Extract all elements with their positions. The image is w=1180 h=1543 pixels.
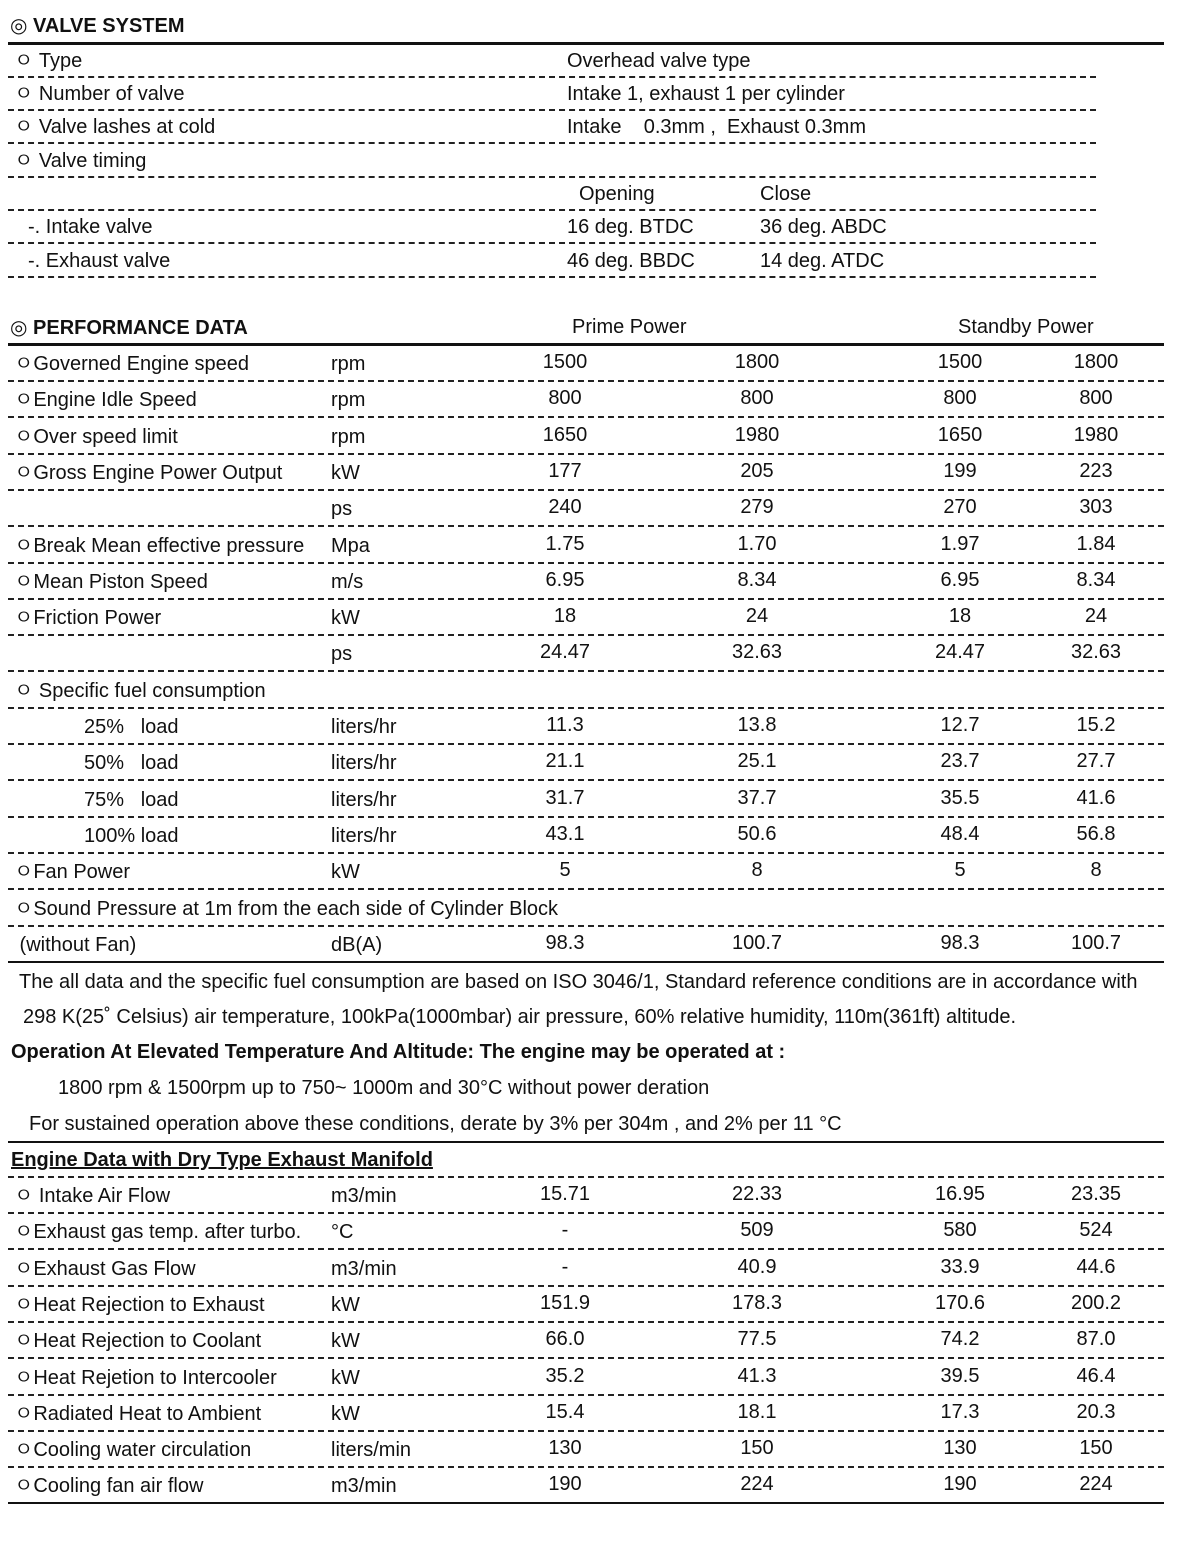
row-label: ㅇCooling fan air flow (14, 1475, 204, 1498)
row-value: 509 (740, 1219, 774, 1242)
row-divider (8, 925, 1164, 927)
row-label: ㅇExhaust gas temp. after turbo. (14, 1221, 302, 1244)
timing-close-value: 36 deg. ABDC (760, 216, 887, 238)
row-value: 1.84 (1076, 532, 1116, 555)
row-value: 12.7 (940, 714, 980, 736)
row-unit: m3/min (331, 1475, 397, 1498)
row-value: 98.3 (545, 931, 585, 954)
row-value: 43.1 (545, 822, 585, 845)
row-value: 77.5 (737, 1328, 777, 1351)
row-label: ㅇFan Power (14, 861, 131, 884)
row-value: 199 (943, 459, 977, 482)
row-divider (8, 888, 1164, 890)
row-value: 279 (740, 496, 774, 519)
row-unit: kW (331, 607, 360, 630)
row-unit: kW (331, 1330, 360, 1353)
row-label: ㅇ Intake Air Flow (14, 1185, 171, 1207)
row-value: 44.6 (1076, 1255, 1116, 1278)
elevated-line-1: 1800 rpm & 1500rpm up to 750~ 1000m and 30°C without power deration (58, 1077, 710, 1099)
row-divider (8, 176, 1096, 178)
row-value: 41.6 (1076, 786, 1116, 809)
row-unit: kW (331, 1402, 360, 1425)
row-value: 1980 (1073, 423, 1119, 446)
row-value: 18.1 (737, 1400, 777, 1423)
row-value: 224 (740, 1473, 774, 1496)
notes-line-1: The all data and the specific fuel consumption are based on ISO 3046/1, Standard reference conditions are in accordance with (19, 971, 1138, 993)
row-unit: liters/min (331, 1439, 412, 1462)
valve-row-value: Intake 0.3mm , Exhaust 0.3mm (567, 116, 867, 138)
row-value: 1.97 (940, 532, 980, 555)
row-value: 56.8 (1076, 822, 1116, 845)
row-divider (8, 109, 1096, 111)
elevated-line-2: For sustained operation above these conditions, derate by 3% per 304m , and 2% per 11 °C (29, 1113, 842, 1135)
row-value: 800 (740, 387, 774, 410)
notes-line-2: 298 K(25˚ Celsius) air temperature, 100kPa(1000mbar) air pressure, 60% relative humidity, 110m(361ft) altitude. (23, 1006, 1017, 1028)
valve-row-value: Intake 1, exhaust 1 per cylinder (567, 83, 845, 105)
standby-power-header: Standby Power (958, 316, 1094, 338)
row-divider (8, 816, 1164, 818)
exhaust-top-rule (8, 1141, 1164, 1143)
row-value: 130 (943, 1437, 977, 1460)
row-value: 224 (1079, 1473, 1113, 1496)
row-value: 24 (745, 605, 769, 628)
row-value: 170.6 (934, 1291, 986, 1314)
row-unit: kW (331, 461, 360, 484)
timing-close-header: Close (760, 183, 812, 205)
row-label: ㅇHeat Rejection to Coolant (14, 1330, 262, 1353)
row-label: ㅇSound Pressure at 1m from the each side of Cylinder Block (14, 897, 559, 920)
row-value: 177 (548, 459, 582, 482)
valve-row-label: ㅇ Number of valve (14, 83, 185, 105)
row-value: 223 (1079, 459, 1113, 482)
row-value: 1500 (542, 351, 588, 373)
row-value: 1.75 (545, 532, 585, 555)
row-divider (8, 707, 1164, 709)
elevated-title: Operation At Elevated Temperature And Altitude: The engine may be operated at : (11, 1041, 786, 1063)
valve-top-rule (8, 42, 1164, 45)
row-divider (8, 380, 1164, 382)
row-unit: rpm (331, 425, 366, 448)
row-value: 74.2 (940, 1328, 980, 1351)
row-value: 1980 (734, 423, 780, 446)
row-value: 6.95 (545, 568, 585, 591)
timing-opening-header: Opening (579, 183, 655, 205)
row-value: 1650 (542, 423, 588, 446)
row-value: 270 (943, 496, 977, 519)
row-value: 150 (740, 1437, 774, 1460)
row-unit: dB(A) (331, 933, 383, 956)
row-divider (8, 1176, 1164, 1178)
timing-open-value: 46 deg. BBDC (567, 250, 695, 272)
row-value: 8.34 (737, 568, 777, 591)
row-value: 15.2 (1076, 714, 1116, 736)
row-unit: Mpa (331, 534, 370, 557)
row-divider (8, 1430, 1164, 1432)
row-value: 5 (559, 859, 571, 882)
row-divider (8, 634, 1164, 636)
timing-close-value: 14 deg. ATDC (760, 250, 885, 272)
row-value: 205 (740, 459, 774, 482)
row-divider (8, 1394, 1164, 1396)
row-divider (8, 525, 1164, 527)
row-value: 24.47 (539, 641, 591, 664)
row-value: 1800 (734, 351, 780, 373)
row-divider (8, 1285, 1164, 1287)
row-value: 800 (1079, 387, 1113, 410)
row-divider (8, 1321, 1164, 1323)
row-label: ㅇFriction Power (14, 607, 162, 630)
valve-row-label: ㅇ Valve lashes at cold (14, 116, 216, 138)
row-label: ㅇExhaust Gas Flow (14, 1257, 196, 1280)
row-value: 15.4 (545, 1400, 585, 1423)
row-divider (8, 242, 1096, 244)
row-value: 100.7 (1070, 931, 1122, 954)
row-value: 303 (1079, 496, 1113, 519)
row-value: 27.7 (1076, 750, 1116, 773)
row-divider (8, 453, 1164, 455)
row-value: 17.3 (940, 1400, 980, 1423)
row-value: 24.47 (934, 641, 986, 664)
row-value: 20.3 (1076, 1400, 1116, 1423)
row-divider (8, 76, 1096, 78)
row-label: ㅇCooling water circulation (14, 1439, 252, 1462)
row-label: ㅇGoverned Engine speed (14, 353, 250, 375)
row-value: 800 (943, 387, 977, 410)
valve-row-label: ㅇ Valve timing (14, 150, 147, 172)
row-unit: rpm (331, 389, 366, 412)
row-label: 25% load (84, 716, 179, 738)
row-divider (8, 779, 1164, 781)
row-value: 66.0 (545, 1328, 585, 1351)
row-value: 48.4 (940, 822, 980, 845)
row-unit: liters/hr (331, 752, 397, 775)
row-divider (8, 598, 1164, 600)
row-unit: liters/hr (331, 788, 397, 811)
row-value: 32.63 (731, 641, 783, 664)
row-value: 150 (1079, 1437, 1113, 1460)
row-label: ㅇ Specific fuel consumption (14, 679, 266, 702)
row-value: - (561, 1255, 569, 1278)
prime-power-header: Prime Power (572, 316, 687, 338)
row-value: 151.9 (539, 1291, 591, 1314)
row-value: 16.95 (934, 1183, 986, 1205)
row-value: 21.1 (545, 750, 585, 773)
row-value: - (561, 1219, 569, 1242)
row-value: 31.7 (545, 786, 585, 809)
row-label: ㅇMean Piston Speed (14, 570, 208, 593)
row-value: 11.3 (546, 714, 584, 736)
row-unit: ps (331, 498, 353, 521)
row-divider (8, 142, 1096, 144)
row-unit: kW (331, 1293, 360, 1316)
valve-section-title: ◎ VALVE SYSTEM (10, 15, 185, 37)
row-divider (8, 743, 1164, 745)
row-label: (without Fan) (14, 933, 137, 956)
row-value: 1800 (1073, 351, 1119, 373)
perf-section-title: ◎ PERFORMANCE DATA (10, 317, 248, 339)
row-value: 178.3 (731, 1291, 783, 1314)
row-value: 24 (1084, 605, 1108, 628)
row-value: 35.2 (545, 1364, 585, 1387)
row-value: 33.9 (940, 1255, 980, 1278)
timing-row-label: -. Exhaust valve (28, 250, 171, 272)
row-value: 40.9 (737, 1255, 777, 1278)
row-label: ㅇRadiated Heat to Ambient (14, 1402, 262, 1425)
row-label: ㅇEngine Idle Speed (14, 389, 197, 412)
row-value: 240 (548, 496, 582, 519)
row-value: 25.1 (737, 750, 777, 773)
row-divider (8, 416, 1164, 418)
row-value: 39.5 (940, 1364, 980, 1387)
row-label: 50% load (84, 752, 179, 775)
row-unit: liters/hr (331, 824, 397, 847)
row-divider (8, 562, 1164, 564)
row-value: 98.3 (940, 931, 980, 954)
row-value: 13.8 (737, 714, 777, 736)
row-value: 100.7 (731, 931, 783, 954)
row-value: 8 (751, 859, 763, 882)
row-label: 100% load (84, 824, 179, 847)
row-value: 190 (943, 1473, 977, 1496)
row-value: 190 (548, 1473, 582, 1496)
row-value: 1500 (937, 351, 983, 373)
row-divider (8, 209, 1096, 211)
row-value: 46.4 (1076, 1364, 1116, 1387)
row-value: 41.3 (737, 1364, 777, 1387)
row-unit: ps (331, 643, 353, 666)
row-label: ㅇHeat Rejection to Exhaust (14, 1293, 265, 1316)
row-unit: kW (331, 861, 360, 884)
row-divider (8, 852, 1164, 854)
row-value: 1650 (937, 423, 983, 446)
row-value: 1.70 (737, 532, 777, 555)
row-divider (8, 1212, 1164, 1214)
row-value: 23.7 (940, 750, 980, 773)
row-value: 5 (954, 859, 966, 882)
timing-open-value: 16 deg. BTDC (567, 216, 694, 238)
row-value: 6.95 (940, 568, 980, 591)
row-value: 87.0 (1076, 1328, 1116, 1351)
table-bottom-rule (8, 961, 1164, 963)
row-unit: m3/min (331, 1185, 397, 1207)
row-value: 524 (1079, 1219, 1113, 1242)
row-divider (8, 489, 1164, 491)
row-label: ㅇGross Engine Power Output (14, 461, 283, 484)
row-unit: °C (331, 1221, 354, 1244)
exhaust-section-title: Engine Data with Dry Type Exhaust Manifold (11, 1149, 433, 1171)
row-label: ㅇBreak Mean effective pressure (14, 534, 305, 557)
row-divider (8, 1357, 1164, 1359)
row-value: 32.63 (1070, 641, 1122, 664)
row-divider (8, 1248, 1164, 1250)
row-unit: m3/min (331, 1257, 397, 1280)
row-label: ㅇOver speed limit (14, 425, 178, 448)
row-value: 130 (548, 1437, 582, 1460)
row-value: 8.34 (1076, 568, 1116, 591)
valve-row-value: Overhead valve type (567, 50, 751, 72)
row-value: 50.6 (737, 822, 777, 845)
row-value: 18 (948, 605, 972, 628)
row-value: 200.2 (1070, 1291, 1122, 1314)
row-value: 8 (1090, 859, 1102, 882)
table-bottom-rule (8, 1502, 1164, 1504)
row-value: 18 (553, 605, 577, 628)
row-label: 75% load (84, 788, 179, 811)
row-value: 15.71 (539, 1183, 591, 1205)
row-value: 35.5 (940, 786, 980, 809)
row-label: ㅇHeat Rejetion to Intercooler (14, 1366, 277, 1389)
row-value: 23.35 (1070, 1183, 1122, 1205)
row-unit: m/s (331, 570, 364, 593)
row-divider (8, 670, 1164, 672)
row-value: 22.33 (731, 1183, 783, 1205)
row-value: 800 (548, 387, 582, 410)
row-divider (8, 276, 1096, 278)
valve-row-label: ㅇ Type (14, 50, 83, 72)
perf-top-rule (8, 343, 1164, 346)
timing-row-label: -. Intake valve (28, 216, 153, 238)
row-divider (8, 1466, 1164, 1468)
row-value: 580 (943, 1219, 977, 1242)
row-value: 37.7 (737, 786, 777, 809)
row-unit: rpm (331, 353, 366, 375)
row-unit: kW (331, 1366, 360, 1389)
row-unit: liters/hr (331, 716, 397, 738)
